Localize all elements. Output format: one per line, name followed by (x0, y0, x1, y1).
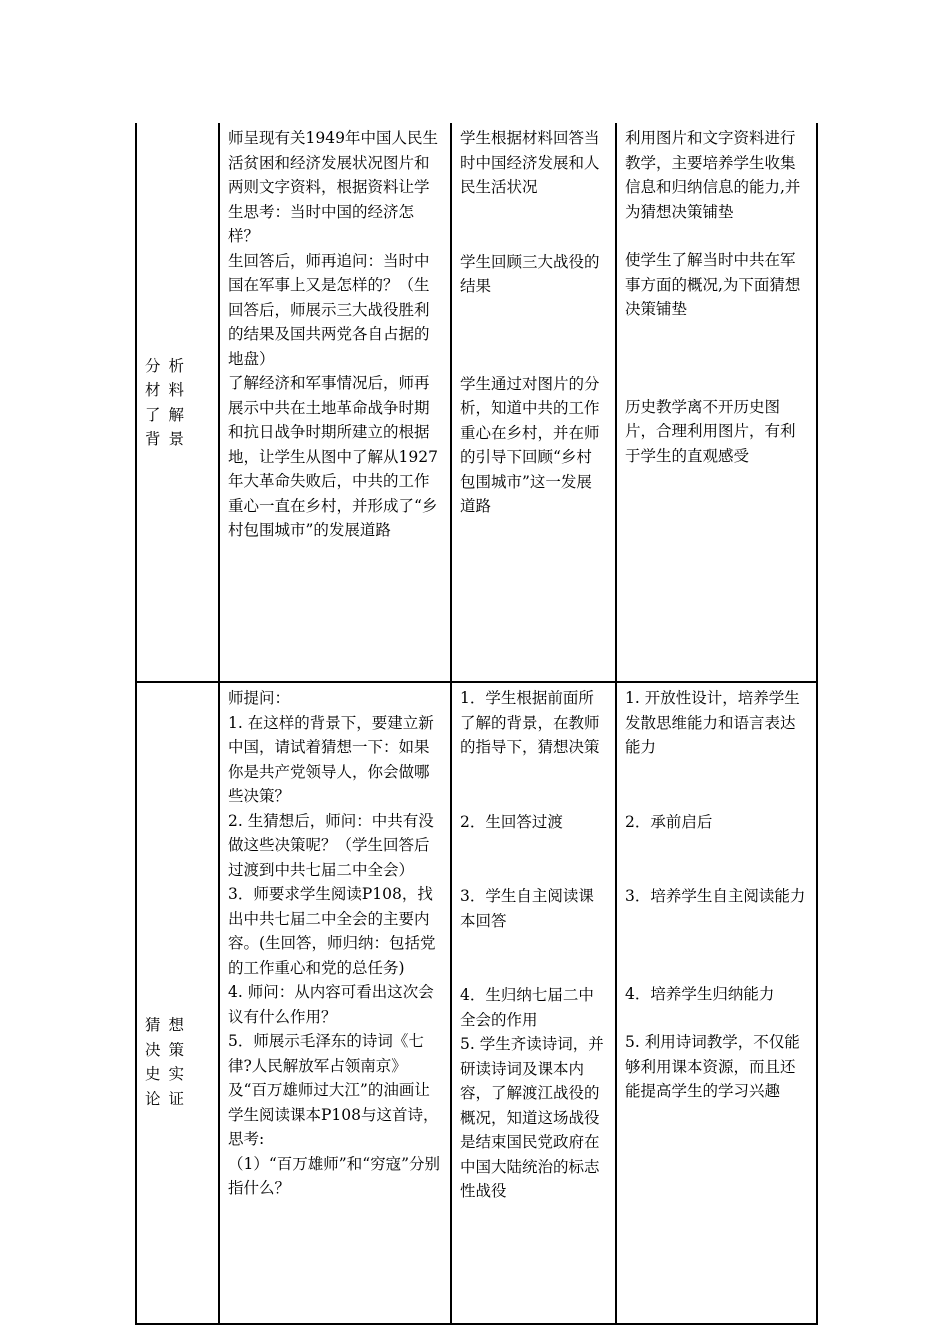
design-paragraph: 2．承前启后 (625, 812, 713, 831)
design-paragraph: 4．培养学生归纳能力 (625, 984, 775, 1003)
student-paragraph: 5. 学生齐读诗词，并研读诗词及课本内容，了解渡江战役的概况，知道这场战役是结束国民党政府在中国大陆统治的标志性战役 (460, 1035, 604, 1200)
design-intent-cell (616, 682, 817, 1324)
teacher-paragraph: 生回答后，师再追问：当时中国在军事上又是怎样的？（生回答后，师展示三大战役胜利的结果及国共两党各自占据的地盘） (228, 251, 430, 368)
student-paragraph: 1．学生根据前面所了解的背景，在教师的指导下，猜想决策 (460, 689, 600, 756)
stage-label-line: 史实论证 (145, 1065, 193, 1108)
table-row (136, 123, 817, 682)
teacher-paragraph: 3．师要求学生阅读P108，找出中共七届二中全会的主要内容。(生回答，师归纳：包括党的工作重心和党的总任务) (228, 885, 436, 977)
teacher-paragraph: 5．师展示毛泽东的诗词《七律?人民解放军占领南京》及“百万雄师过大江”的油画让学生阅读课本P108与这首诗，思考: (228, 1032, 439, 1148)
design-paragraph: 5. 利用诗词教学，不仅能够利用课本资源，而且还能提高学生的学习兴趣 (625, 1033, 800, 1100)
teacher-activity-cell (219, 123, 451, 682)
teacher-paragraph: 师呈现有关1949年中国人民生活贫困和经济发展状况图片和两则文字资料，根据资料让学生思考：当时中国的经济怎样？ (228, 129, 438, 245)
design-paragraph: 利用图片和文字资料进行教学，主要培养学生收集信息和归纳信息的能力,并为猜想决策铺垫 (625, 129, 801, 221)
stage-label-line: 了解背景 (145, 405, 193, 448)
student-activity-cell (451, 123, 616, 682)
lesson-plan-table (135, 123, 818, 1325)
student-paragraph: 4．生归纳七届二中全会的作用 (460, 986, 594, 1029)
design-paragraph: 1. 开放性设计，培养学生发散思维能力和语言表达能力 (625, 689, 800, 756)
teacher-paragraph: 2. 生猜想后，师问：中共有没做这些决策呢？（学生回答后过渡到中共七届二中全会） (228, 811, 434, 879)
design-intent-cell (616, 123, 817, 682)
student-paragraph: 学生回顾三大战役的结果 (460, 252, 600, 295)
stage-label-cell (136, 682, 219, 1324)
stage-label-line: 猜想决策 (145, 1016, 193, 1059)
student-paragraph: 3．学生自主阅读课本回答 (460, 887, 594, 930)
student-activity-cell (451, 682, 616, 1324)
student-paragraph: 学生通过对图片的分析，知道中共的工作重心在乡村，并在师的引导下回顾“乡村包围城市”这一发展道路 (460, 374, 600, 515)
teacher-paragraph: 1. 在这样的背景下，要建立新中国，请试着猜想一下：如果你是共产党领导人，你会做哪些决策？ (228, 713, 434, 805)
stage-label-line: 分析材料 (145, 356, 193, 399)
student-paragraph: 学生根据材料回答当时中国经济发展和人民生活状况 (460, 129, 600, 196)
stage-label-cell (136, 123, 219, 682)
design-paragraph: 使学生了解当时中共在军事方面的概况,为下面猜想决策铺垫 (625, 251, 801, 318)
design-paragraph: 3．培养学生自主阅读能力 (625, 887, 806, 905)
table-row (136, 682, 817, 1324)
teacher-activity-cell (219, 682, 451, 1324)
teacher-paragraph: 4. 师问：从内容可看出这次会议有什么作用？ (228, 983, 434, 1026)
teacher-paragraph: 师提问： (228, 689, 291, 707)
teacher-paragraph: （1）“百万雄师”和“穷寇”分别指什么？ (228, 1154, 441, 1197)
design-paragraph: 历史教学离不开历史图片，合理利用图片，有利于学生的直观感受 (625, 397, 796, 465)
student-paragraph: 2．生回答过渡 (460, 812, 563, 831)
teacher-paragraph: 了解经济和军事情况后，师再展示中共在土地革命战争时期和抗日战争时期所建立的根据地，让学生从图中了解从1927年大革命失败后，中共的工作重心一直在乡村，并形成了“乡村包围城市”的发展道路 (228, 374, 438, 539)
